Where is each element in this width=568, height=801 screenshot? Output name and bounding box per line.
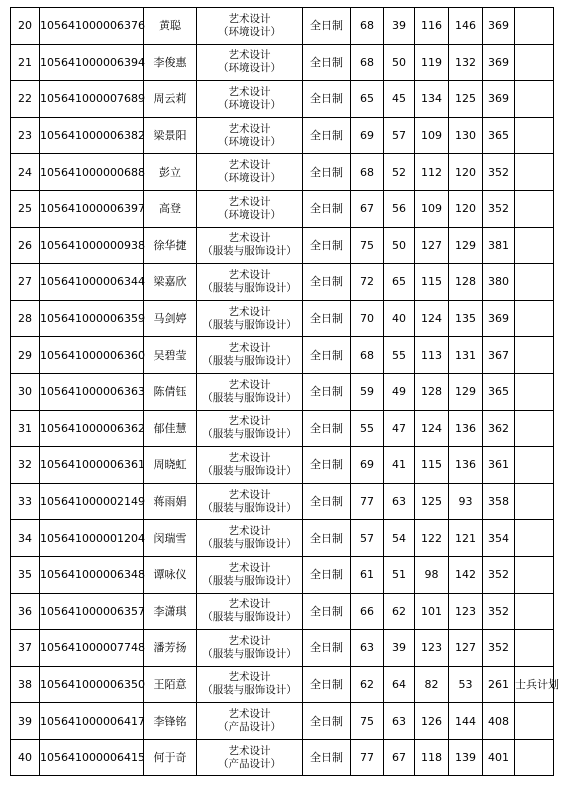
score-2-cell: 49	[384, 373, 415, 410]
table-row	[11, 373, 554, 410]
study-mode-cell: 全日制	[303, 264, 351, 301]
table-row	[11, 81, 554, 118]
score-3-cell: 116	[415, 8, 449, 45]
major-direction: （环境设计）	[218, 208, 281, 221]
major-direction: （环境设计）	[218, 62, 281, 75]
table-row	[11, 556, 554, 593]
remark-cell	[515, 8, 554, 45]
student-name-cell: 王陌意	[144, 666, 197, 703]
study-mode-cell: 全日制	[303, 483, 351, 520]
major-cell	[197, 666, 303, 703]
score-4-cell: 130	[449, 117, 483, 154]
student-name-cell: 郁佳慧	[144, 410, 197, 447]
row-number-cell: 23	[11, 117, 40, 154]
row-number-cell: 21	[11, 44, 40, 81]
score-4-cell: 136	[449, 410, 483, 447]
major-direction: （环境设计）	[218, 135, 281, 148]
remark-cell	[515, 227, 554, 264]
score-4-cell: 127	[449, 630, 483, 667]
score-2-cell: 62	[384, 593, 415, 630]
major-direction: （服装与服饰设计）	[202, 611, 297, 624]
study-mode-cell: 全日制	[303, 520, 351, 557]
study-mode-cell: 全日制	[303, 337, 351, 374]
total-score-cell: 381	[483, 227, 515, 264]
study-mode-cell: 全日制	[303, 373, 351, 410]
major-name: 艺术设计	[228, 744, 271, 757]
row-number-cell: 27	[11, 264, 40, 301]
row-number-cell: 34	[11, 520, 40, 557]
score-2-cell: 50	[384, 44, 415, 81]
score-1-cell: 67	[351, 190, 384, 227]
score-2-cell: 51	[384, 556, 415, 593]
major-direction: （服装与服饰设计）	[202, 355, 297, 368]
row-number-cell: 24	[11, 154, 40, 191]
student-name-cell: 周云莉	[144, 81, 197, 118]
score-2-cell: 41	[384, 447, 415, 484]
total-score-cell: 401	[483, 739, 515, 776]
table-row	[11, 300, 554, 337]
score-3-cell: 112	[415, 154, 449, 191]
major-cell	[197, 300, 303, 337]
remark-cell	[515, 447, 554, 484]
score-2-cell: 64	[384, 666, 415, 703]
score-1-cell: 57	[351, 520, 384, 557]
row-number-cell: 36	[11, 593, 40, 630]
major-name: 艺术设计	[228, 671, 271, 684]
remark-cell: 士兵计划	[515, 666, 554, 703]
student-name-cell: 彭立	[144, 154, 197, 191]
score-3-cell: 82	[415, 666, 449, 703]
major-direction: （服装与服饰设计）	[202, 538, 297, 551]
exam-id-cell: 105641000001204	[40, 520, 144, 557]
remark-cell	[515, 703, 554, 740]
major-direction: （服装与服饰设计）	[202, 245, 297, 258]
student-name-cell: 何于奇	[144, 739, 197, 776]
study-mode-cell: 全日制	[303, 703, 351, 740]
major-cell	[197, 81, 303, 118]
major-name: 艺术设计	[228, 305, 271, 318]
total-score-cell: 361	[483, 447, 515, 484]
score-3-cell: 109	[415, 117, 449, 154]
major-name: 艺术设计	[228, 525, 271, 538]
study-mode-cell: 全日制	[303, 190, 351, 227]
row-number-cell: 26	[11, 227, 40, 264]
major-name: 艺术设计	[228, 488, 271, 501]
table-row	[11, 447, 554, 484]
total-score-cell: 369	[483, 300, 515, 337]
major-direction: （环境设计）	[218, 25, 281, 38]
study-mode-cell: 全日制	[303, 666, 351, 703]
remark-cell	[515, 190, 554, 227]
score-3-cell: 113	[415, 337, 449, 374]
major-direction: （服装与服饰设计）	[202, 647, 297, 660]
table-row	[11, 666, 554, 703]
major-cell	[197, 447, 303, 484]
score-1-cell: 66	[351, 593, 384, 630]
score-4-cell: 131	[449, 337, 483, 374]
row-number-cell: 20	[11, 8, 40, 45]
total-score-cell: 365	[483, 373, 515, 410]
major-cell	[197, 117, 303, 154]
major-direction: （产品设计）	[218, 757, 281, 770]
score-1-cell: 72	[351, 264, 384, 301]
student-name-cell: 李锋铭	[144, 703, 197, 740]
student-name-cell: 吴碧莹	[144, 337, 197, 374]
score-1-cell: 75	[351, 227, 384, 264]
total-score-cell: 380	[483, 264, 515, 301]
score-4-cell: 135	[449, 300, 483, 337]
score-1-cell: 62	[351, 666, 384, 703]
major-name: 艺术设计	[228, 451, 271, 464]
table-row	[11, 739, 554, 776]
exam-id-cell: 105641000006376	[40, 8, 144, 45]
study-mode-cell: 全日制	[303, 630, 351, 667]
remark-cell	[515, 593, 554, 630]
exam-id-cell: 105641000006362	[40, 410, 144, 447]
score-3-cell: 109	[415, 190, 449, 227]
score-3-cell: 115	[415, 264, 449, 301]
major-name: 艺术设计	[228, 122, 271, 135]
study-mode-cell: 全日制	[303, 44, 351, 81]
score-3-cell: 126	[415, 703, 449, 740]
row-number-cell: 39	[11, 703, 40, 740]
score-4-cell: 139	[449, 739, 483, 776]
student-name-cell: 李俊惠	[144, 44, 197, 81]
study-mode-cell: 全日制	[303, 739, 351, 776]
exam-id-cell: 105641000006344	[40, 264, 144, 301]
total-score-cell: 352	[483, 556, 515, 593]
major-name: 艺术设计	[228, 268, 271, 281]
row-number-cell: 25	[11, 190, 40, 227]
score-1-cell: 68	[351, 8, 384, 45]
student-name-cell: 黄聪	[144, 8, 197, 45]
score-3-cell: 134	[415, 81, 449, 118]
remark-cell	[515, 520, 554, 557]
major-direction: （服装与服饰设计）	[202, 684, 297, 697]
total-score-cell: 352	[483, 630, 515, 667]
row-number-cell: 37	[11, 630, 40, 667]
score-3-cell: 101	[415, 593, 449, 630]
admission-score-table	[10, 7, 559, 776]
major-direction: （服装与服饰设计）	[202, 281, 297, 294]
score-1-cell: 75	[351, 703, 384, 740]
score-3-cell: 128	[415, 373, 449, 410]
row-number-cell: 29	[11, 337, 40, 374]
score-4-cell: 120	[449, 190, 483, 227]
study-mode-cell: 全日制	[303, 410, 351, 447]
major-cell	[197, 44, 303, 81]
study-mode-cell: 全日制	[303, 447, 351, 484]
major-cell	[197, 373, 303, 410]
score-2-cell: 50	[384, 227, 415, 264]
major-name: 艺术设计	[228, 12, 271, 25]
remark-cell	[515, 154, 554, 191]
total-score-cell: 358	[483, 483, 515, 520]
major-direction: （服装与服饰设计）	[202, 318, 297, 331]
table-row	[11, 190, 554, 227]
row-number-cell: 35	[11, 556, 40, 593]
score-2-cell: 39	[384, 630, 415, 667]
major-name: 艺术设计	[228, 415, 271, 428]
remark-cell	[515, 483, 554, 520]
major-cell	[197, 739, 303, 776]
score-1-cell: 59	[351, 373, 384, 410]
score-2-cell: 63	[384, 703, 415, 740]
score-4-cell: 93	[449, 483, 483, 520]
table-row	[11, 337, 554, 374]
row-number-cell: 40	[11, 739, 40, 776]
total-score-cell: 365	[483, 117, 515, 154]
major-cell	[197, 520, 303, 557]
score-1-cell: 63	[351, 630, 384, 667]
total-score-cell: 369	[483, 44, 515, 81]
exam-id-cell: 105641000006415	[40, 739, 144, 776]
table-row	[11, 593, 554, 630]
major-cell	[197, 190, 303, 227]
study-mode-cell: 全日制	[303, 300, 351, 337]
total-score-cell: 369	[483, 81, 515, 118]
score-3-cell: 124	[415, 410, 449, 447]
total-score-cell: 362	[483, 410, 515, 447]
student-name-cell: 梁景阳	[144, 117, 197, 154]
total-score-cell: 352	[483, 154, 515, 191]
score-3-cell: 123	[415, 630, 449, 667]
major-cell	[197, 556, 303, 593]
study-mode-cell: 全日制	[303, 154, 351, 191]
row-number-cell: 30	[11, 373, 40, 410]
total-score-cell: 354	[483, 520, 515, 557]
exam-id-cell: 105641000006359	[40, 300, 144, 337]
score-4-cell: 129	[449, 373, 483, 410]
major-cell	[197, 703, 303, 740]
table-row	[11, 44, 554, 81]
table-row	[11, 154, 554, 191]
score-1-cell: 68	[351, 44, 384, 81]
score-2-cell: 40	[384, 300, 415, 337]
major-direction: （服装与服饰设计）	[202, 464, 297, 477]
score-2-cell: 55	[384, 337, 415, 374]
student-name-cell: 李潇琪	[144, 593, 197, 630]
score-4-cell: 53	[449, 666, 483, 703]
student-name-cell: 蒋雨娟	[144, 483, 197, 520]
score-1-cell: 68	[351, 154, 384, 191]
major-name: 艺术设计	[228, 159, 271, 172]
score-4-cell: 129	[449, 227, 483, 264]
score-4-cell: 128	[449, 264, 483, 301]
score-4-cell: 121	[449, 520, 483, 557]
total-score-cell: 369	[483, 8, 515, 45]
study-mode-cell: 全日制	[303, 81, 351, 118]
remark-cell	[515, 739, 554, 776]
remark-cell	[515, 556, 554, 593]
major-name: 艺术设计	[228, 232, 271, 245]
remark-cell	[515, 373, 554, 410]
exam-id-cell: 105641000002149	[40, 483, 144, 520]
score-1-cell: 77	[351, 739, 384, 776]
total-score-cell: 261	[483, 666, 515, 703]
score-3-cell: 124	[415, 300, 449, 337]
score-1-cell: 70	[351, 300, 384, 337]
major-cell	[197, 483, 303, 520]
score-1-cell: 69	[351, 117, 384, 154]
row-number-cell: 32	[11, 447, 40, 484]
student-name-cell: 谭咏仪	[144, 556, 197, 593]
score-3-cell: 125	[415, 483, 449, 520]
score-2-cell: 56	[384, 190, 415, 227]
student-name-cell: 高登	[144, 190, 197, 227]
score-1-cell: 65	[351, 81, 384, 118]
exam-id-cell: 105641000006417	[40, 703, 144, 740]
table-row	[11, 483, 554, 520]
major-cell	[197, 593, 303, 630]
exam-id-cell: 105641000007689	[40, 81, 144, 118]
student-name-cell: 徐华捷	[144, 227, 197, 264]
major-cell	[197, 8, 303, 45]
major-name: 艺术设计	[228, 708, 271, 721]
major-direction: （服装与服饰设计）	[202, 391, 297, 404]
table-row	[11, 703, 554, 740]
remark-cell	[515, 300, 554, 337]
row-number-cell: 31	[11, 410, 40, 447]
major-cell	[197, 337, 303, 374]
remark-cell	[515, 337, 554, 374]
exam-id-cell: 105641000006394	[40, 44, 144, 81]
score-4-cell: 132	[449, 44, 483, 81]
score-1-cell: 77	[351, 483, 384, 520]
score-2-cell: 45	[384, 81, 415, 118]
exam-id-cell: 105641000000688	[40, 154, 144, 191]
student-name-cell: 潘芳扬	[144, 630, 197, 667]
major-name: 艺术设计	[228, 85, 271, 98]
student-name-cell: 马剑婷	[144, 300, 197, 337]
total-score-cell: 367	[483, 337, 515, 374]
remark-cell	[515, 44, 554, 81]
exam-id-cell: 105641000006350	[40, 666, 144, 703]
score-4-cell: 120	[449, 154, 483, 191]
remark-cell	[515, 630, 554, 667]
score-2-cell: 39	[384, 8, 415, 45]
score-4-cell: 136	[449, 447, 483, 484]
major-name: 艺术设计	[228, 598, 271, 611]
table-row	[11, 630, 554, 667]
student-name-cell: 闵瑞雪	[144, 520, 197, 557]
major-name: 艺术设计	[228, 378, 271, 391]
student-name-cell: 梁嘉欣	[144, 264, 197, 301]
exam-id-cell: 105641000006360	[40, 337, 144, 374]
exam-id-cell: 105641000006382	[40, 117, 144, 154]
major-name: 艺术设计	[228, 49, 271, 62]
student-name-cell: 陈倩钰	[144, 373, 197, 410]
score-1-cell: 69	[351, 447, 384, 484]
row-number-cell: 33	[11, 483, 40, 520]
score-2-cell: 47	[384, 410, 415, 447]
exam-id-cell: 105641000006357	[40, 593, 144, 630]
total-score-cell: 352	[483, 593, 515, 630]
score-2-cell: 57	[384, 117, 415, 154]
score-4-cell: 125	[449, 81, 483, 118]
score-3-cell: 122	[415, 520, 449, 557]
score-3-cell: 115	[415, 447, 449, 484]
study-mode-cell: 全日制	[303, 227, 351, 264]
exam-id-cell: 105641000006363	[40, 373, 144, 410]
exam-id-cell: 105641000006397	[40, 190, 144, 227]
study-mode-cell: 全日制	[303, 556, 351, 593]
major-cell	[197, 630, 303, 667]
score-3-cell: 98	[415, 556, 449, 593]
exam-id-cell: 105641000006361	[40, 447, 144, 484]
exam-id-cell: 105641000000938	[40, 227, 144, 264]
total-score-cell: 408	[483, 703, 515, 740]
score-2-cell: 63	[384, 483, 415, 520]
major-cell	[197, 410, 303, 447]
table-body	[11, 8, 559, 776]
row-number-cell: 28	[11, 300, 40, 337]
table-row	[11, 520, 554, 557]
score-2-cell: 65	[384, 264, 415, 301]
major-direction: （服装与服饰设计）	[202, 428, 297, 441]
table-row	[11, 227, 554, 264]
score-1-cell: 61	[351, 556, 384, 593]
score-3-cell: 119	[415, 44, 449, 81]
score-1-cell: 55	[351, 410, 384, 447]
row-number-cell: 38	[11, 666, 40, 703]
exam-id-cell: 105641000006348	[40, 556, 144, 593]
major-direction: （环境设计）	[218, 172, 281, 185]
score-4-cell: 142	[449, 556, 483, 593]
major-cell	[197, 227, 303, 264]
score-1-cell: 68	[351, 337, 384, 374]
study-mode-cell: 全日制	[303, 117, 351, 154]
exam-id-cell: 105641000007748	[40, 630, 144, 667]
score-3-cell: 127	[415, 227, 449, 264]
major-direction: （服装与服饰设计）	[202, 574, 297, 587]
score-3-cell: 118	[415, 739, 449, 776]
study-mode-cell: 全日制	[303, 8, 351, 45]
study-mode-cell: 全日制	[303, 593, 351, 630]
row-number-cell: 22	[11, 81, 40, 118]
score-4-cell: 146	[449, 8, 483, 45]
total-score-cell: 352	[483, 190, 515, 227]
score-2-cell: 54	[384, 520, 415, 557]
table-row	[11, 410, 554, 447]
major-direction: （产品设计）	[218, 721, 281, 734]
major-name: 艺术设计	[228, 342, 271, 355]
student-name-cell: 周晓虹	[144, 447, 197, 484]
major-name: 艺术设计	[228, 634, 271, 647]
table-row	[11, 8, 554, 45]
table-row	[11, 117, 554, 154]
score-4-cell: 144	[449, 703, 483, 740]
score-2-cell: 67	[384, 739, 415, 776]
remark-cell	[515, 81, 554, 118]
major-name: 艺术设计	[228, 195, 271, 208]
major-cell	[197, 264, 303, 301]
major-direction: （服装与服饰设计）	[202, 501, 297, 514]
major-cell	[197, 154, 303, 191]
remark-cell	[515, 117, 554, 154]
score-4-cell: 123	[449, 593, 483, 630]
score-2-cell: 52	[384, 154, 415, 191]
table-row	[11, 264, 554, 301]
remark-cell	[515, 410, 554, 447]
remark-cell	[515, 264, 554, 301]
major-name: 艺术设计	[228, 561, 271, 574]
major-direction: （环境设计）	[218, 98, 281, 111]
